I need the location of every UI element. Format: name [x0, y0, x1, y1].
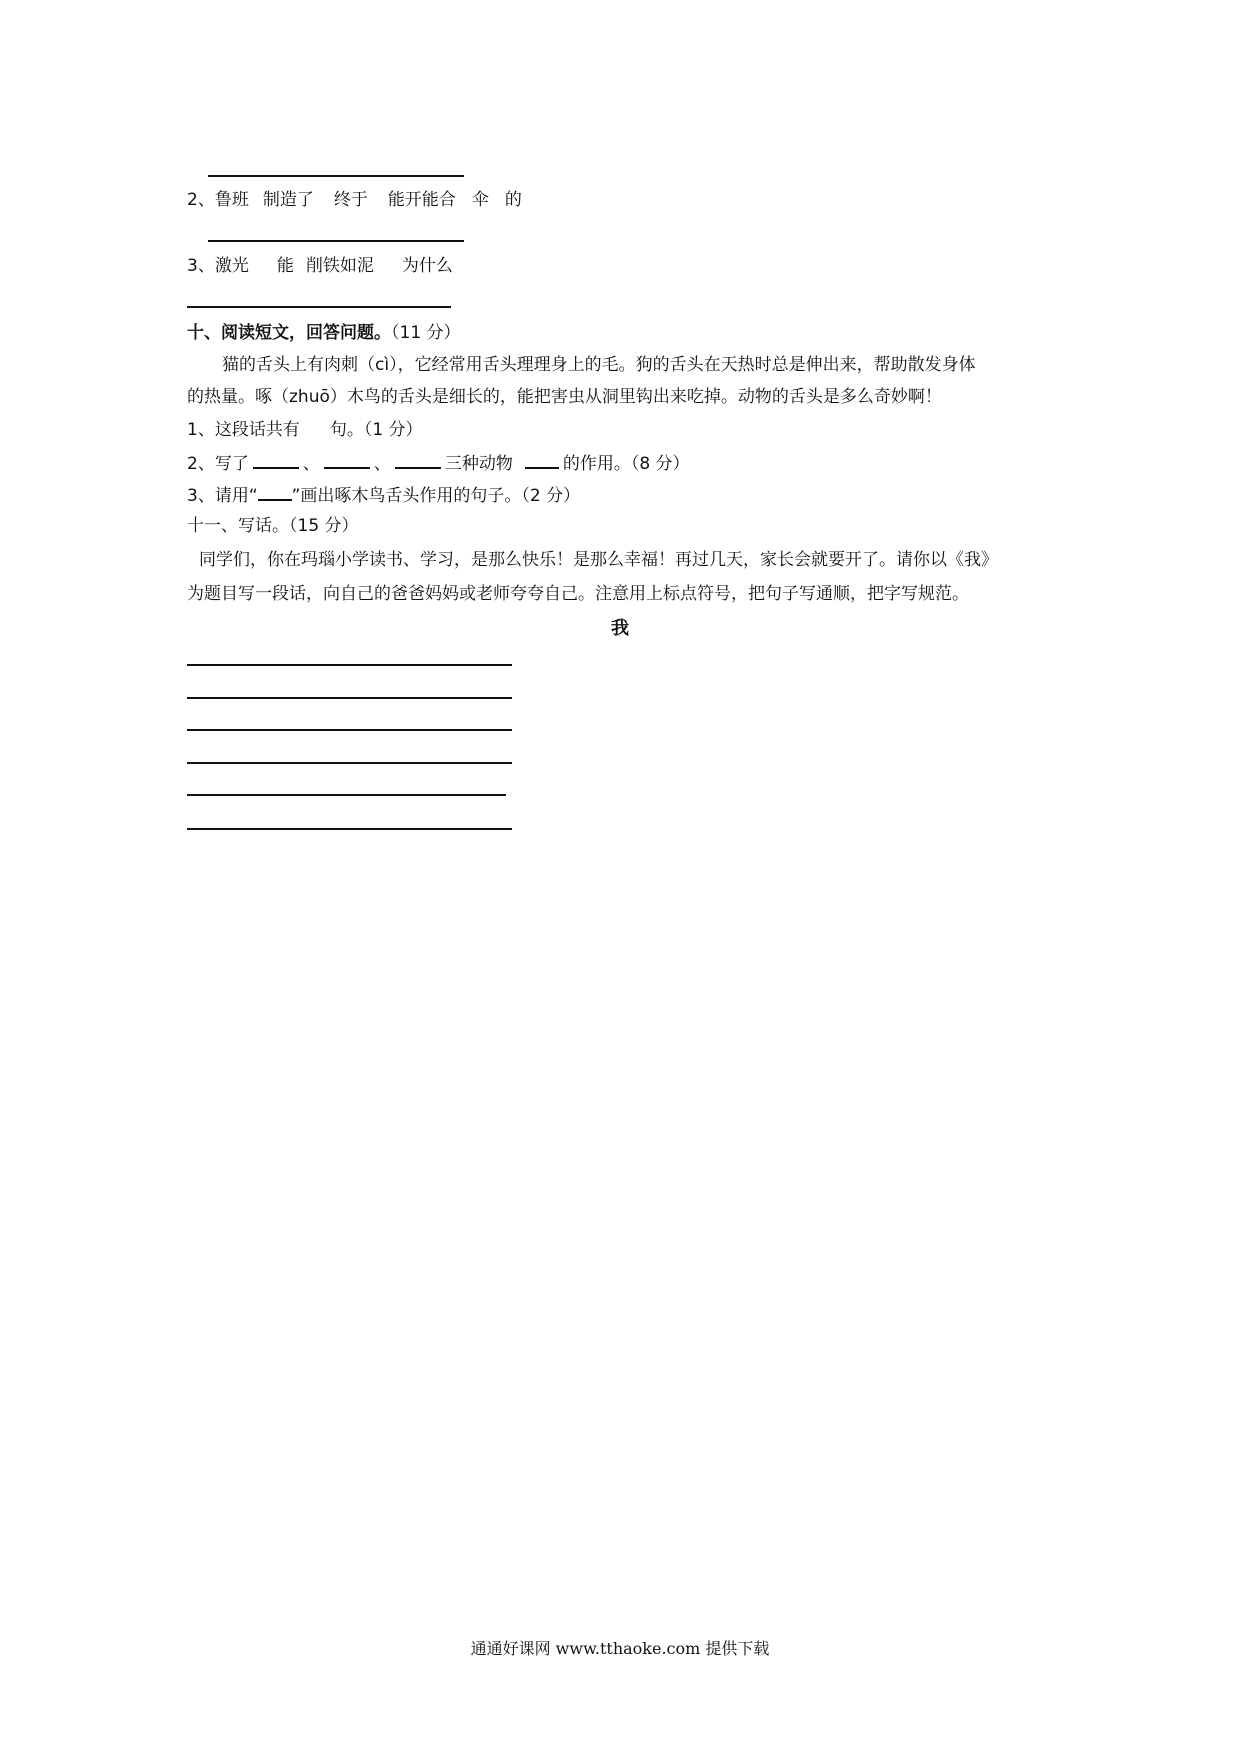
writing-line-1[interactable]	[187, 664, 512, 666]
answer-line-1	[208, 175, 464, 177]
footer-source: 通通好课网 www.tthaoke.com 提供下载	[470, 1639, 770, 1658]
word: 能开能合	[387, 190, 456, 210]
writing-line-2[interactable]	[187, 697, 512, 699]
answer-blank[interactable]	[525, 451, 559, 469]
answer-blank[interactable]	[324, 451, 370, 469]
section-10-heading	[187, 322, 461, 344]
sentence-item-2	[187, 189, 522, 211]
passage-line-2: 的热量。啄（zhuō）木鸟的舌头是细长的，能把害虫从洞里钩出来吃掉。动物的舌头是多么奇妙啊！	[187, 387, 942, 407]
question-1: 1、这段话共有 句。（1 分）	[187, 420, 423, 440]
writing-line-5[interactable]	[187, 794, 506, 796]
prompt-line-2: 为题目写一段话，向自己的爸爸妈妈或老师夸夸自己。注意用上标点符号，把句子写通顺，把字写规范。	[187, 584, 969, 604]
prompt-line-1: 同学们，你在玛瑙小学读书、学习，是那么快乐！是那么幸福！再过几天，家长会就要开了。请你以《我》	[199, 550, 998, 570]
question-3: 3、请用“ ”画出啄木鸟舌头作用的句子。（2 分）	[187, 483, 580, 507]
writing-line-3[interactable]	[187, 729, 512, 731]
word: 激光	[214, 256, 249, 276]
item-number: 2、	[187, 190, 215, 210]
item-number: 3、	[187, 256, 215, 276]
word: 的	[504, 190, 522, 210]
answer-line-3	[187, 306, 451, 308]
word: 鲁班	[214, 190, 249, 210]
word: 终于	[333, 190, 368, 210]
section-11-heading: 十一、写话。（15 分）	[187, 516, 359, 536]
answer-blank[interactable]	[253, 451, 299, 469]
answer-blank[interactable]	[395, 451, 441, 469]
word: 伞	[471, 190, 489, 210]
section-10-title: 十、阅读短文，回答问题。	[187, 323, 391, 343]
passage-line-1: 猫的舌头上有肉刺（cì），它经常用舌头理理身上的毛。狗的舌头在天热时总是伸出来，帮助散发身体	[222, 355, 976, 375]
answer-blank[interactable]	[258, 483, 292, 501]
word: 削铁如泥	[305, 256, 374, 276]
essay-title: 我	[611, 618, 629, 639]
answer-line-2	[208, 240, 464, 242]
writing-line-6[interactable]	[187, 828, 512, 830]
word: 为什么	[401, 256, 453, 276]
sentence-item-3	[187, 255, 453, 277]
word: 制造了	[262, 190, 314, 210]
word: 能	[276, 256, 294, 276]
writing-line-4[interactable]	[187, 762, 512, 764]
section-10-score: （11 分）	[391, 323, 461, 343]
question-2: 2、写了 、 、 三种动物 的作用。（8 分）	[187, 451, 690, 475]
